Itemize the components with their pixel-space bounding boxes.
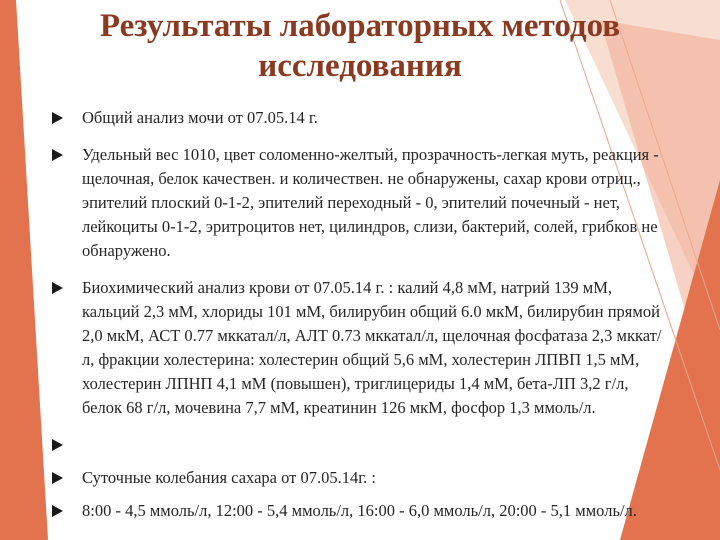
- bullet-item-urinalysis-results: [52, 143, 662, 263]
- bullet-text: 8:00 - 4,5 ммоль/л, 12:00 - 5,4 ммоль/л, 16:00 - 6,0 ммоль/л, 20:00 - 5,1 ммоль/л.: [82, 501, 637, 520]
- slide-title: [40, 6, 680, 86]
- bullet-item-empty: [52, 433, 662, 457]
- bullet-list: [52, 106, 662, 523]
- bullet-item-urinalysis-heading: [52, 106, 662, 130]
- bullet-arrow-icon: [52, 112, 63, 124]
- bullet-arrow-icon: [52, 149, 63, 161]
- bullet-text: Биохимический анализ крови от 07.05.14 г. : калий 4,8 мМ, натрий 139 мМ, кальций 2,3 мМ, хлориды 101 мМ, билирубин общий 6.0 мкМ, билирубин прямой 2,0 мкМ, АСТ 0.77 мккатал/л, АЛТ 0.73 мккатал/л, щелочная фосфатаза 2,3 мккат/л, фракции холестерина: холестерин общий 5,6 мМ, холестерин ЛПВП 1,5 мМ, холестерин ЛПНП 4,1 мМ (повышен), триглицериды 1,4 мМ, бета-ЛП 3,2 г/л, белок 68 г/л, мочевина 7,7 мМ, креатинин 126 мкМ, фосфор 1,3 ммоль/л.: [82, 278, 662, 417]
- bullet-text: Удельный вес 1010, цвет соломенно-желтый, прозрачность-легкая муть, реакция - щелочная, белок качествен. и количествен. не обнаружены, сахар крови отриц., эпителий плоский 0-1-2, эпителий переходный - 0, эпителий почечный - нет, лейкоциты 0-1-2, эритроцитов нет, цилиндров, слизи, бактерий, солей, грибков не обнаружено.: [82, 145, 659, 260]
- bullet-item-blood-chemistry: [52, 276, 662, 420]
- slide-title-line-1: Результаты лабораторных методов: [99, 8, 621, 44]
- bullet-text: Суточные колебания сахара от 07.05.14г. :: [82, 468, 376, 487]
- bullet-item-glucose-values: [52, 499, 662, 523]
- bullet-arrow-icon: [52, 282, 63, 294]
- bullet-item-glucose-heading: [52, 466, 662, 490]
- bullet-text: Общий анализ мочи от 07.05.14 г.: [82, 108, 318, 127]
- slide-title-line-2: исследования: [258, 48, 462, 84]
- bullet-arrow-icon: [52, 472, 63, 484]
- bullet-arrow-icon: [52, 505, 63, 517]
- bullet-arrow-icon: [52, 439, 63, 451]
